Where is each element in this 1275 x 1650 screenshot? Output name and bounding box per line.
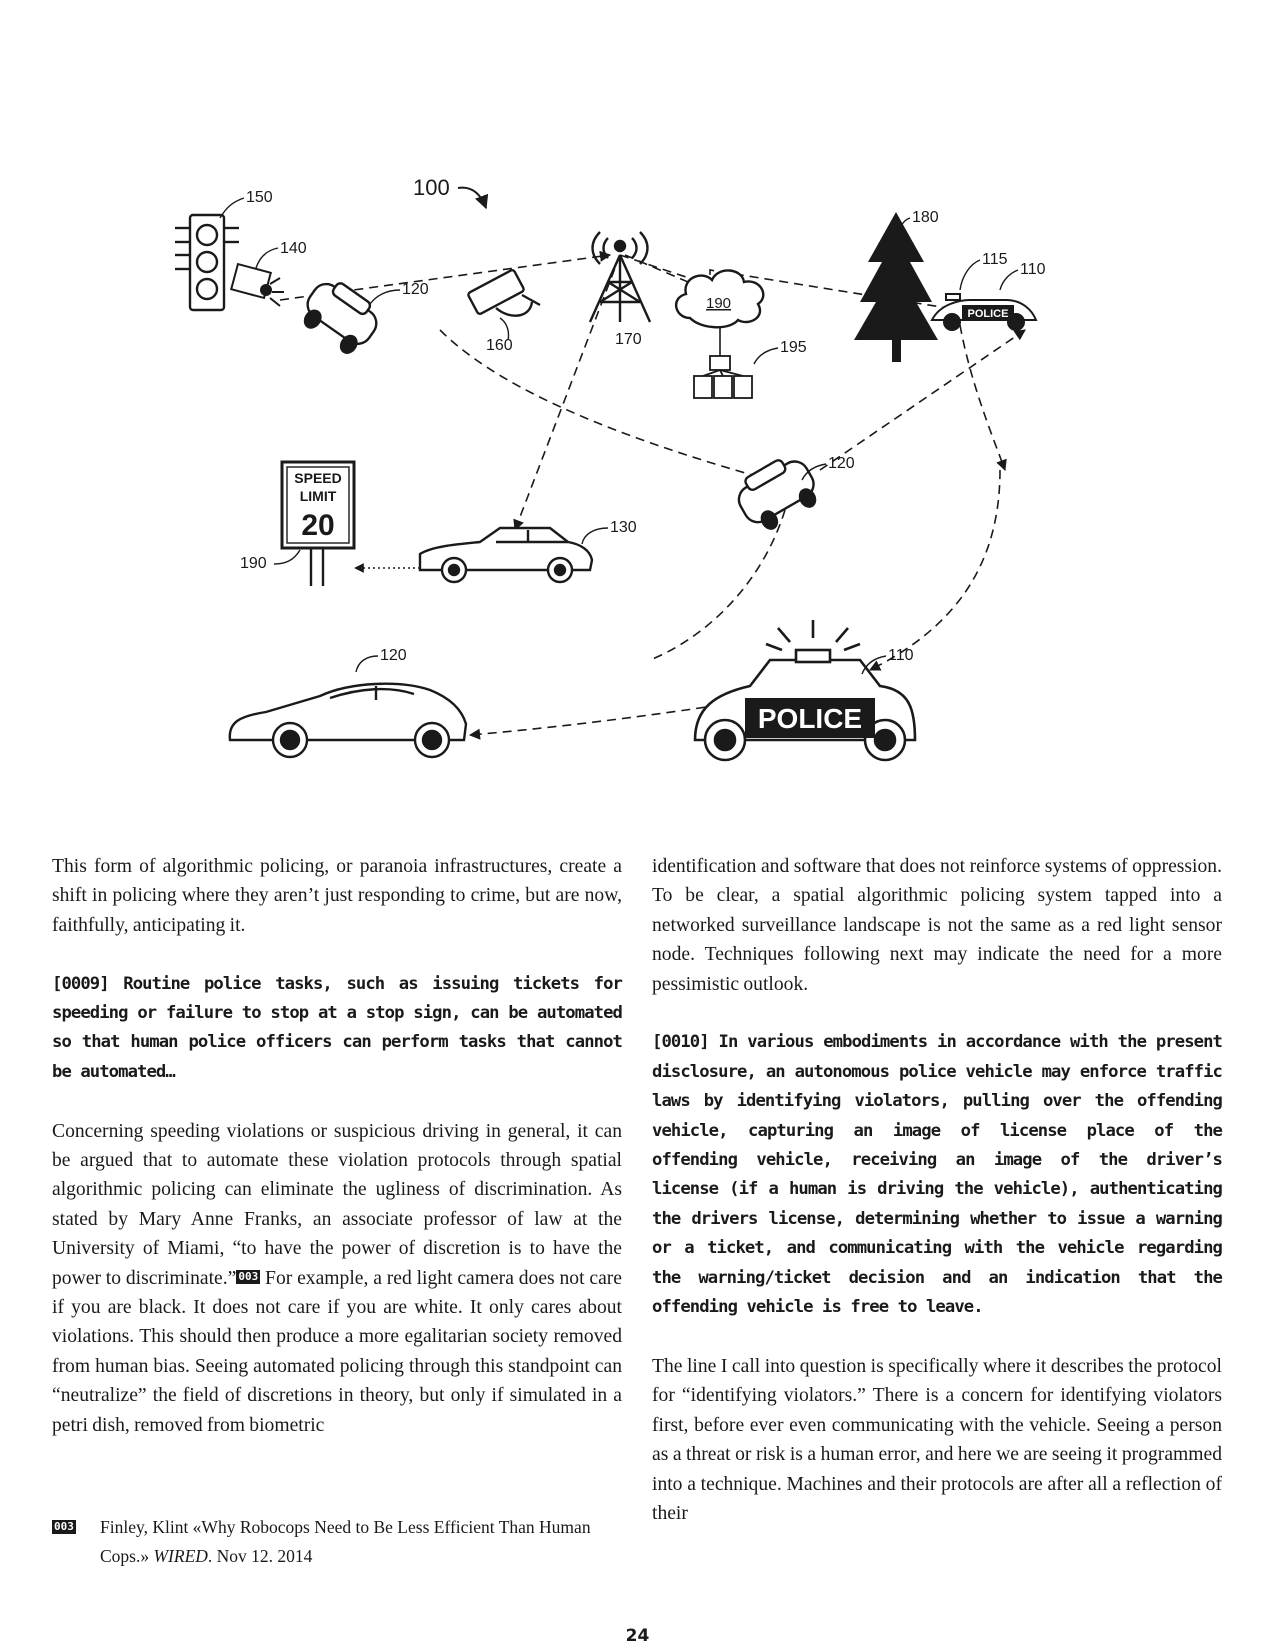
left-paragraph-2-text: Concerning speeding violations or suspicious driving in general, it can be argued that to automate these violation protocols through spatial algorithmic policing can eliminate the ugliness of discrimination. As stated by Mary Anne Franks, an associate professor of law at the University of Miami, “to have the power of discretion is to have the power to discriminate.” [52,1120,622,1289]
ref-130-label: 130 [610,519,637,536]
sign-text-line1: SPEED [294,470,342,486]
left-paragraph-2 [52,1117,622,1440]
patent-figure [170,150,1250,810]
ref-120-label-c: 120 [380,647,407,664]
server-cluster-icon [694,356,752,398]
police-label-large: POLICE [757,703,863,734]
right-paragraph-1: identification and software that does not reinforce systems of oppression. To be clear, a spatial algorithmic policing system tapped into a networked surveillance landscape is not the same as a red light sensor node. Techniques following next may indicate the need for a more pessimistic outlook. [652,856,1222,995]
figure-ref-100: 100 [413,175,450,200]
ref-110-label-large: 110 [888,647,914,664]
surveillance-camera-icon [467,269,540,316]
red-light-camera-icon [231,264,284,306]
ref-160-label: 160 [486,337,513,354]
ref-140-label: 140 [280,240,307,257]
page-number: 24 [625,1626,650,1646]
sign-speed-value: 20 [301,509,335,542]
ref-180-label: 180 [912,209,939,226]
footnote-reference-003[interactable]: 003 [238,1269,259,1283]
footnote-text-after: . Nov 12. 2014 [207,1546,313,1567]
left-paragraph-1: This form of algorithmic policing, or paranoia infrastructures, create a shift in policing where they aren’t just responding to crime, but are now, faithfully, anticipating it. [52,856,622,936]
autonomous-vehicle-icon-bottom [230,684,466,757]
police-label-small: POLICE [967,308,1009,320]
ref-195-label: 195 [780,339,807,356]
ref-100-arrow [458,188,486,208]
ref-120-label-a: 120 [402,281,429,298]
ref-115-label: 115 [982,251,1008,268]
tree-icon [854,212,938,362]
autonomous-vehicle-icon-middle [730,449,824,536]
autonomous-vehicle-icon-top [295,273,386,359]
ref-150-label: 150 [246,189,273,206]
footnote-source: WIRED [153,1546,208,1567]
footnote-text [100,1513,622,1572]
car-130-icon [420,528,592,582]
right-paragraph-2: The line I call into question is specifically where it describes the protocol for “identifying violators.” There is a concern for identifying violators first, before ever even communicating with the vehicle. Seeing a person as a threat or risk is a human error, and here we are seeing it programmed into a technique. Machines and their protocols are after all a reflection of their [652,1355,1222,1524]
ref-170-label: 170 [615,331,642,348]
ref-190-cloud-label: 190 [706,295,732,312]
police-vehicle-icon-large [695,620,915,760]
footnote-number: 003 [54,1520,74,1533]
patent-quote-0009: [0009] Routine police tasks, such as issuing tickets for speeding or failure to stop at a stop sign, can be automated so that human police officers can perform tasks that cannot be automated… [52,973,622,1082]
cell-tower-icon [590,232,650,322]
ref-190-sign-label: 190 [240,555,267,572]
patent-quote-0010: [0010] In various embodiments in accordance with the present disclosure, an autonomous police vehicle may enforce traffic laws by identifying violators, pulling over the offending vehicle, capturing an image of license place of the offending vehicle, receiving an image of the driver’s license (if a human is driving the vehicle), authenticating the drivers license, determining whether to issue a warning or a ticket, and communicating with the vehicle regarding the warning/ticket decision and an indication that the offending vehicle is free to leave. [652,1032,1222,1318]
right-column [652,852,1222,1528]
traffic-light-icon [175,215,239,310]
left-column [52,852,622,1440]
ref-120-label-b: 120 [828,455,855,472]
ref-110-label-top: 110 [1020,261,1046,278]
footnote [52,1513,622,1572]
sign-text-line2: LIMIT [299,488,337,504]
left-paragraph-3-text: For example, a red light camera does not care if you are black. It does not care if you are white. It only cares about violations. This should then produce a more egalitarian society removed from human bias. Seeing automated policing through this standpoint can “neutralize” the field of discretions in theory, but only if simulated in a petri dish, removed from biometric [52,1267,622,1436]
footnote-text-before: Finley, Klint «Why Robocops Need to Be Less Efficient Than Human Cops.» [100,1517,591,1567]
